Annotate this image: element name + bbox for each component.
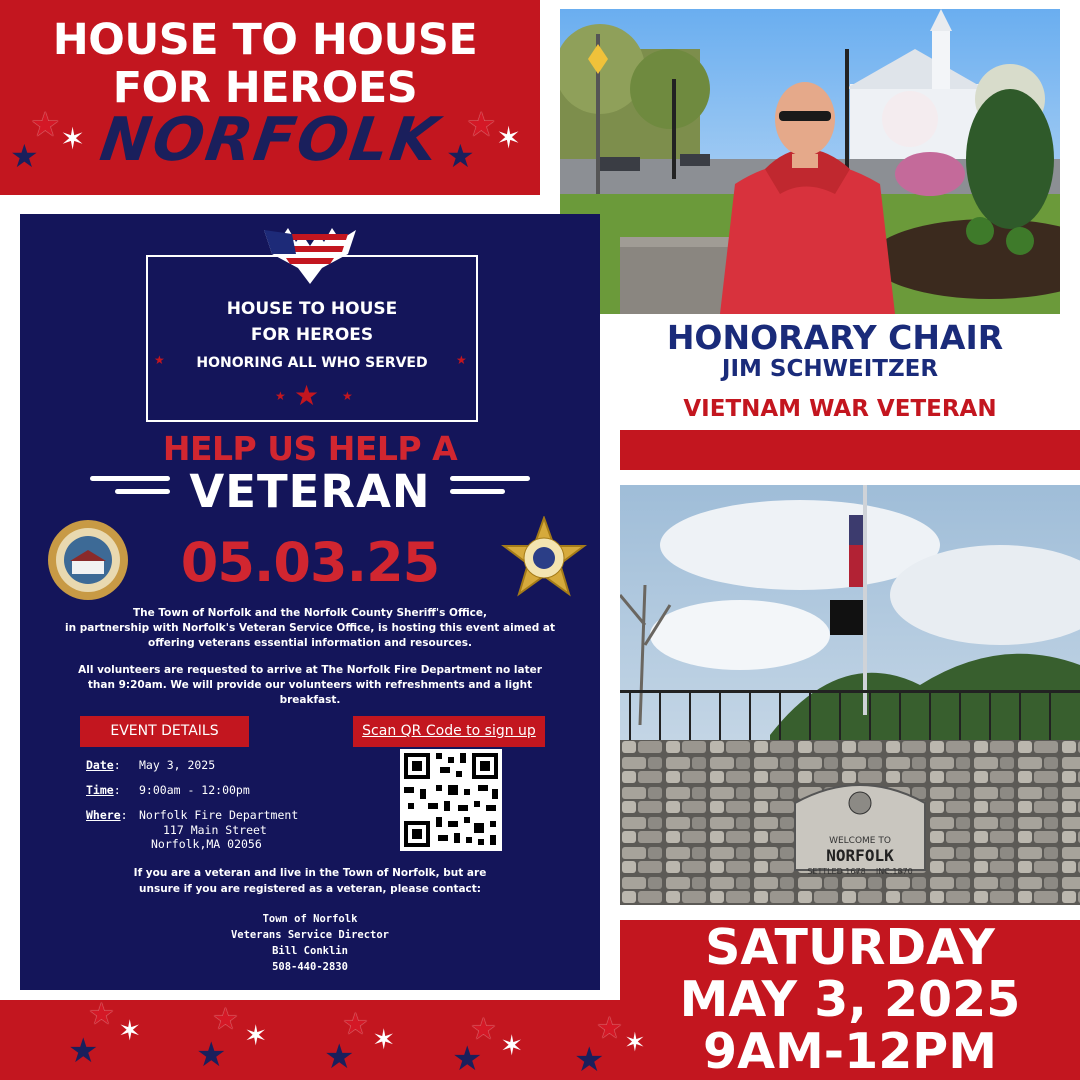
- stripe-band: [620, 430, 1080, 470]
- contact-title: Veterans Service Director: [230, 929, 390, 941]
- star-icon: ★: [154, 353, 165, 367]
- veteran-headline: VETERAN: [189, 465, 431, 518]
- contact-intro: If you are a veteran and live in the Town of Norfolk, but are unsure if you are registered as a veteran, please contact:: [133, 867, 487, 895]
- star-icon: ★: [275, 389, 286, 403]
- star-icon: ★: [470, 1012, 497, 1047]
- sign-welcome-text: WELCOME TO: [829, 836, 891, 846]
- sheriff-badge-icon: [498, 516, 590, 608]
- banner-title: HOUSE TO HOUSE FOR HEROES: [52, 15, 478, 113]
- event-flyer: [20, 214, 600, 990]
- town-seal-icon: [46, 518, 130, 602]
- where-line3: Norfolk,MA 02056: [151, 837, 262, 851]
- contact-org: Town of Norfolk: [262, 913, 358, 925]
- star-icon: ★: [596, 1011, 623, 1046]
- star-icon: ✶: [118, 1014, 142, 1047]
- star-icon: ★: [196, 1035, 227, 1075]
- star-icon: ★: [324, 1037, 355, 1077]
- flyer-date: 05.03.25: [180, 531, 440, 594]
- time-label: Time: [86, 783, 114, 797]
- where-row: Where:: [86, 808, 128, 822]
- date-label: Date: [86, 758, 114, 772]
- event-date: MAY 3, 2025: [679, 971, 1021, 1028]
- honorary-chair-role: VIETNAM WAR VETERAN: [683, 396, 997, 422]
- where-line2: 117 Main Street: [163, 823, 267, 837]
- star-icon: ★: [88, 997, 115, 1032]
- volunteer-instructions: All volunteers are requested to arrive at The Norfolk Fire Department no later than 9:20am. We will provide our volunteers with refreshments and a light breakfast.: [78, 664, 542, 706]
- star-icon: ✶: [496, 121, 522, 156]
- contact-name: Bill Conklin: [272, 945, 348, 957]
- star-icon: ✶: [500, 1029, 524, 1062]
- divider: [450, 489, 505, 494]
- event-details-label: EVENT DETAILS: [80, 716, 249, 747]
- star-icon: ★: [574, 1040, 605, 1080]
- event-date-summary: [620, 919, 1080, 1080]
- event-day: SATURDAY: [705, 919, 995, 976]
- sign-town-name: NORFOLK: [826, 846, 894, 865]
- star-icon: ★: [294, 379, 320, 412]
- divider: [90, 476, 170, 481]
- where-line1: Norfolk Fire Department: [139, 808, 299, 822]
- star-icon: ★: [10, 137, 39, 175]
- sign-settled-text: SETTLED 1678 INC.1870: [807, 867, 913, 876]
- flyer-title: HOUSE TO HOUSE FOR HEROES: [226, 299, 398, 345]
- date-row: Date:: [86, 758, 121, 772]
- help-headline: HELP US HELP A: [162, 429, 458, 468]
- time-row: Time:: [86, 783, 121, 797]
- star-icon: ★: [342, 1007, 369, 1042]
- event-time: 9AM-12PM: [703, 1023, 997, 1080]
- star-icon: ✶: [60, 122, 86, 157]
- scan-qr-link[interactable]: Scan QR Code to sign up: [353, 716, 545, 747]
- divider: [115, 489, 170, 494]
- honorary-chair-name: JIM SCHWEITZER: [721, 356, 939, 382]
- star-icon: ★: [212, 1002, 239, 1037]
- banner-subtitle: NORFOLK: [96, 105, 444, 175]
- date-value: May 3, 2025: [139, 758, 216, 772]
- honorary-chair-title: HONORARY CHAIR: [666, 318, 1004, 357]
- star-icon: ★: [68, 1031, 99, 1071]
- divider: [450, 476, 530, 481]
- contact-phone: 508-440-2830: [272, 961, 348, 973]
- flyer-tagline: HONORING ALL WHO SERVED: [196, 355, 428, 371]
- where-label: Where: [86, 808, 121, 822]
- star-icon: ★: [446, 137, 475, 175]
- star-icon: ★: [452, 1039, 483, 1079]
- contact-block: [120, 911, 500, 975]
- star-icon: ✶: [244, 1019, 268, 1052]
- star-icon: ✶: [372, 1023, 396, 1056]
- star-icon: ★: [456, 353, 467, 367]
- star-icon: ★: [466, 105, 497, 145]
- star-icon: ✶: [624, 1028, 646, 1058]
- star-icon: ★: [30, 105, 61, 145]
- qr-code[interactable]: [400, 749, 502, 851]
- time-value: 9:00am - 12:00pm: [139, 783, 250, 797]
- event-description: The Town of Norfolk and the Norfolk County Sheriff's Office, in partnership with Norfolk's Veteran Service Office, is hosting this event aimed at offering veterans essential information and resources.: [64, 607, 556, 649]
- star-icon: ★: [342, 389, 353, 403]
- honorary-chair-photo: [560, 9, 1060, 314]
